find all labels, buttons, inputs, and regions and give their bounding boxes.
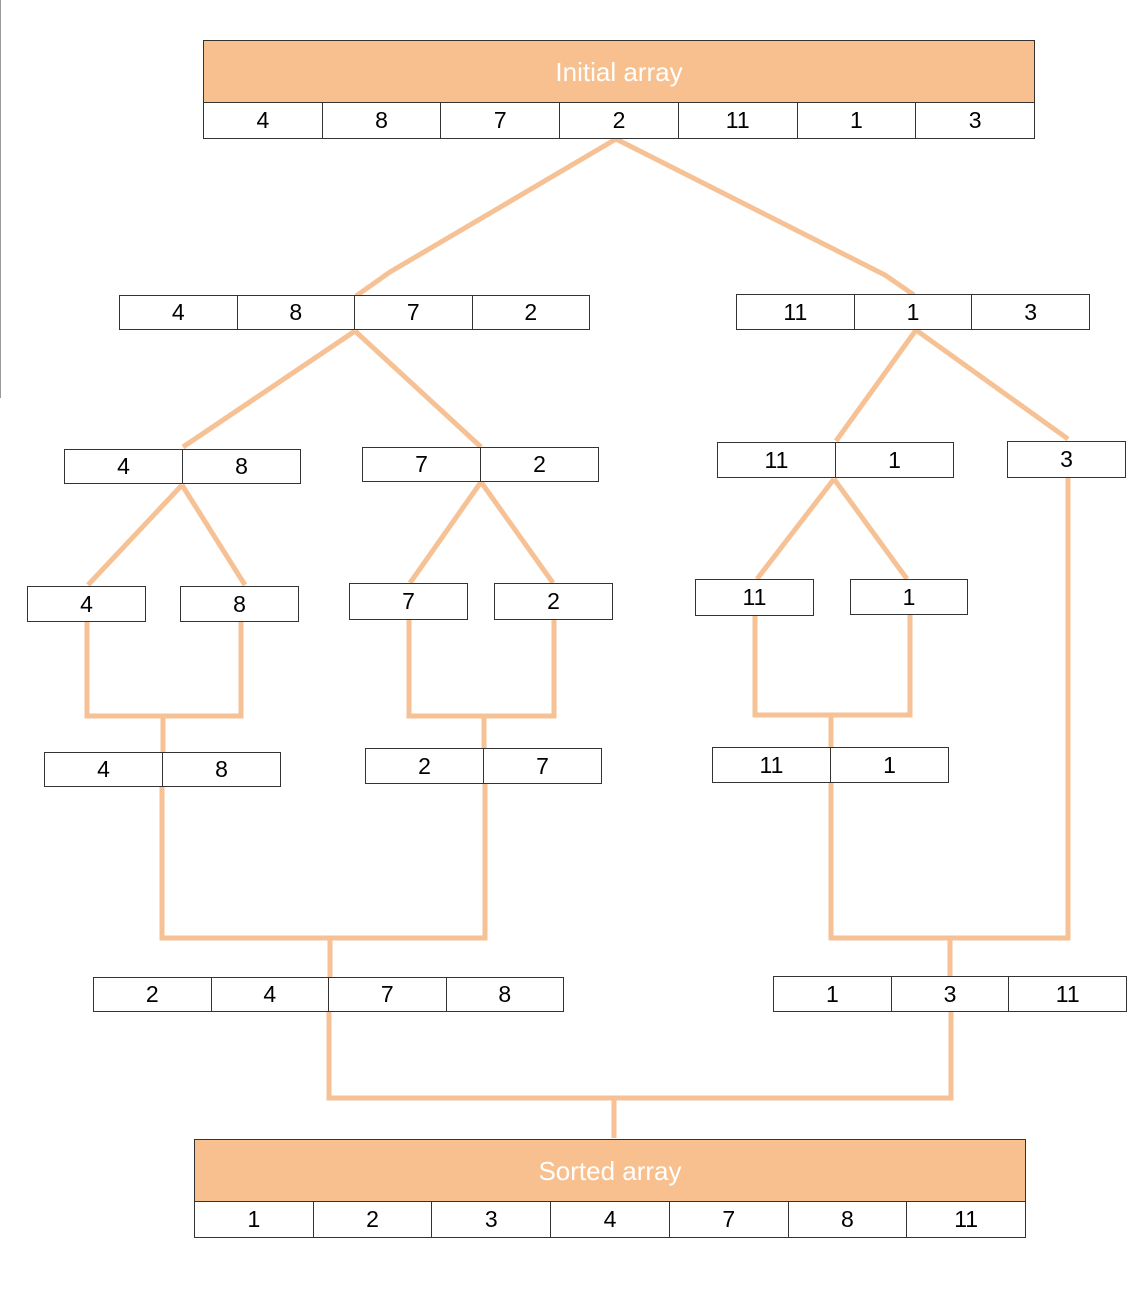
array-cell: 7 (415, 451, 428, 477)
connector-l2-c-right (834, 479, 907, 579)
array-cell: 2 (559, 103, 678, 138)
single-array-5 (695, 579, 814, 616)
connector-initial-right (616, 139, 914, 295)
single-array-4 (494, 583, 613, 620)
connector-initial-left (356, 139, 616, 296)
connector-merge-right (831, 478, 1068, 976)
array-cell: 7 (440, 103, 559, 138)
connector-merge-b (409, 619, 554, 748)
initial-array (203, 102, 1035, 139)
array-cell: 4 (550, 1202, 669, 1237)
connector-l2-b-left (410, 482, 481, 583)
connector-l1-left-a (183, 331, 355, 447)
array-cell: 11 (764, 446, 789, 473)
initial-array-title: Initial array (203, 40, 1035, 103)
array-cell: 4 (256, 107, 270, 133)
array-cell: 2 (313, 1202, 432, 1237)
merge-l1-c-array (712, 747, 949, 783)
array-cell: 3 (971, 295, 1089, 329)
array-cell: 1 (902, 583, 916, 610)
array-cell: 7 (669, 1202, 788, 1237)
array-cell: 1 (797, 103, 916, 138)
array-cell: 4 (117, 453, 130, 479)
split-l2-right-left-array (717, 442, 954, 478)
array-cell: 8 (446, 978, 564, 1011)
array-cell: 7 (354, 296, 472, 329)
sorted-array (194, 1201, 1026, 1238)
single-array-6 (850, 579, 968, 615)
single-array-2 (180, 586, 299, 622)
connector-merge-a (87, 621, 241, 752)
array-cell: 8 (237, 296, 355, 329)
single-array-3 (349, 583, 468, 620)
array-cell: 11 (1008, 977, 1126, 1011)
connector-merge-c (755, 615, 910, 747)
array-cell: 8 (233, 590, 246, 617)
merge-l2-right-array (773, 976, 1127, 1012)
split-l1-left-array (119, 295, 590, 330)
split-l2-right-right-array (1007, 441, 1126, 478)
connector-l2-a-right (182, 485, 245, 585)
array-cell: 7 (402, 588, 415, 614)
array-cell: 8 (788, 1202, 907, 1237)
array-cell: 1 (825, 980, 839, 1007)
connector-l2-b-right (481, 482, 553, 583)
array-cell: 1 (830, 748, 948, 782)
array-cell: 1 (835, 443, 953, 477)
merge-l2-left-array (93, 977, 564, 1012)
array-cell: 2 (480, 448, 598, 481)
array-cell: 8 (182, 450, 300, 483)
array-cell: 2 (418, 752, 431, 779)
array-cell: 11 (906, 1202, 1025, 1237)
split-l1-right-array (736, 294, 1090, 330)
connector-final (329, 1012, 951, 1138)
merge-l1-b-array (365, 748, 602, 784)
array-cell: 1 (854, 295, 972, 329)
array-cell: 3 (891, 977, 1009, 1011)
connector-l1-right-a (836, 330, 916, 441)
array-cell: 2 (145, 981, 159, 1007)
array-cell: 1 (247, 1206, 261, 1232)
split-l2-left-left-array (64, 449, 301, 484)
array-cell: 11 (742, 584, 767, 610)
array-cell: 7 (328, 978, 446, 1011)
connector-l2-c-left (757, 479, 834, 579)
array-cell: 4 (97, 756, 110, 782)
merge-l1-a-array (44, 752, 281, 787)
array-cell: 4 (80, 590, 93, 617)
sorted-array-title: Sorted array (194, 1139, 1026, 1202)
connector-l1-left-b (355, 331, 481, 447)
array-cell: 2 (472, 296, 590, 329)
array-cell: 11 (678, 103, 797, 138)
array-cell: 7 (483, 749, 601, 783)
array-cell: 4 (211, 978, 329, 1011)
array-cell: 2 (547, 588, 560, 614)
array-cell: 3 (1060, 446, 1073, 472)
connector-l2-a-left (88, 485, 182, 585)
array-cell: 3 (431, 1202, 550, 1237)
split-l2-left-right-array (362, 447, 599, 482)
array-cell: 3 (915, 103, 1034, 138)
array-cell: 8 (162, 753, 280, 786)
array-cell: 11 (783, 298, 808, 325)
connector-l1-right-b (916, 330, 1068, 439)
array-cell: 4 (171, 299, 185, 325)
connector-merge-left (162, 784, 485, 978)
single-array-1 (27, 586, 146, 622)
array-cell: 8 (322, 103, 441, 138)
array-cell: 11 (759, 751, 784, 778)
